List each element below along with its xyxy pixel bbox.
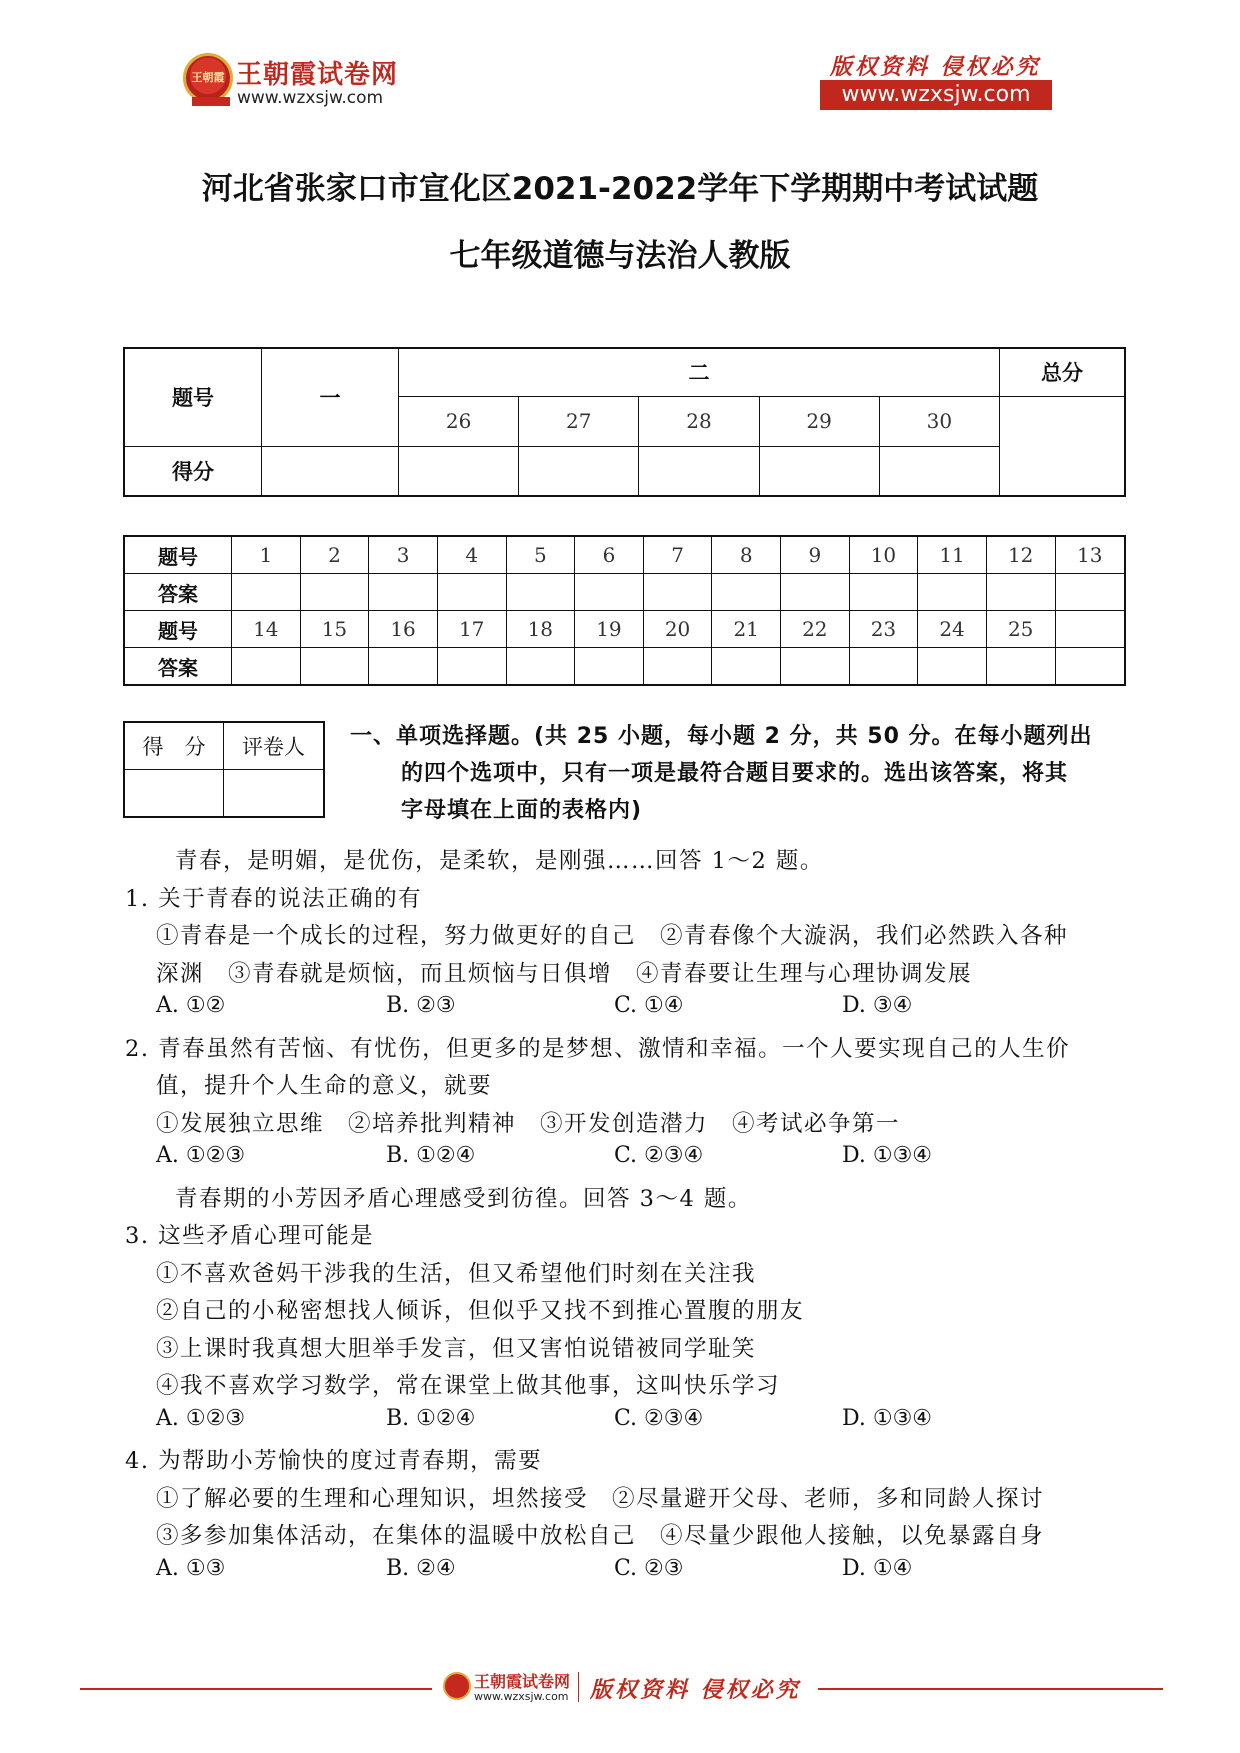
answer-table-answer-label: 答案 <box>124 648 232 686</box>
answer-cell[interactable] <box>849 648 918 686</box>
logo-ribbon <box>192 97 230 106</box>
exam-subtitle: 七年级道德与法治人教版 <box>449 238 791 274</box>
footer-divider <box>818 1688 1163 1690</box>
score-cell[interactable] <box>519 446 639 496</box>
section-line: 字母填在上面的表格内) <box>401 798 643 823</box>
q2-option-b[interactable]: B. ①②④ <box>386 1143 476 1168</box>
answer-cell[interactable] <box>232 574 301 611</box>
material-text: 青春，是明媚，是优伤，是柔软，是刚强……回答 1～2 题。 <box>175 848 824 874</box>
answer-table-number: 22 <box>781 611 850 648</box>
answer-table-number: 20 <box>643 611 712 648</box>
question-2-stem: 2. 青春虽然有苦恼、有忧伤，但更多的是梦想、激情和幸福。一个人要实现自己的人生价 <box>125 1036 1071 1062</box>
site-name: 王朝霞试卷网 <box>236 60 399 90</box>
answer-cell[interactable] <box>643 648 712 686</box>
answer-table-number: 25 <box>986 611 1055 648</box>
answer-table-number: 8 <box>712 536 781 574</box>
site-url: www.wzxsjw.com <box>237 88 384 108</box>
q4-option-a[interactable]: A. ①③ <box>156 1556 226 1581</box>
answer-cell[interactable] <box>232 648 301 686</box>
grader-name-label: 评卷人 <box>224 722 325 769</box>
answer-table-number: 24 <box>918 611 987 648</box>
exam-title: 河北省张家口市宣化区2021-2022学年下学期期中考试试题 <box>201 171 1039 207</box>
answer-table <box>123 535 1126 686</box>
answer-table-number: 2 <box>300 536 369 574</box>
q3-option-c[interactable]: C. ②③④ <box>614 1406 704 1431</box>
footer-divider <box>80 1688 432 1690</box>
score-cell[interactable] <box>879 446 999 496</box>
copyright-url-banner: www.wzxsjw.com <box>820 80 1052 110</box>
question-3-line: ①不喜欢爸妈干涉我的生活，但又希望他们时刻在关注我 <box>156 1261 757 1287</box>
score-cell[interactable] <box>759 446 879 496</box>
answer-cell[interactable] <box>369 574 438 611</box>
question-3-stem: 3. 这些矛盾心理可能是 <box>125 1223 375 1249</box>
answer-cell[interactable] <box>918 648 987 686</box>
answer-cell[interactable] <box>643 574 712 611</box>
answer-cell[interactable] <box>918 574 987 611</box>
question-1-line: 深渊 ③青春就是烦恼，而且烦恼与日俱增 ④青春要让生理与心理协调发展 <box>156 961 973 987</box>
answer-table-number: 14 <box>232 611 301 648</box>
q4-option-c[interactable]: C. ②③ <box>614 1556 684 1581</box>
grader-table <box>123 721 325 818</box>
copyright-notice: 版权资料 侵权必究 <box>830 54 1041 80</box>
answer-cell[interactable] <box>506 574 575 611</box>
q4-option-b[interactable]: B. ②④ <box>386 1556 456 1581</box>
q3-option-b[interactable]: B. ①②④ <box>386 1406 476 1431</box>
footer-logo-icon <box>443 1672 471 1700</box>
question-2-line: ①发展独立思维 ②培养批判精神 ③开发创造潜力 ④考试必争第一 <box>156 1111 901 1137</box>
answer-table-number: 11 <box>918 536 987 574</box>
answer-table-number: 1 <box>232 536 301 574</box>
answer-cell[interactable] <box>712 648 781 686</box>
footer-copyright: 版权资料 侵权必究 <box>590 1677 801 1703</box>
answer-table-number: 15 <box>300 611 369 648</box>
answer-cell[interactable] <box>1055 574 1125 611</box>
logo-badge-icon: 王朝霞 <box>183 53 233 103</box>
answer-cell[interactable] <box>986 574 1055 611</box>
answer-cell[interactable] <box>712 574 781 611</box>
q3-option-d[interactable]: D. ①③④ <box>842 1406 933 1431</box>
answer-cell[interactable] <box>849 574 918 611</box>
answer-table-number: 7 <box>643 536 712 574</box>
answer-cell[interactable] <box>575 574 644 611</box>
answer-table-number: 9 <box>781 536 850 574</box>
answer-cell[interactable] <box>781 574 850 611</box>
score-table <box>123 347 1126 497</box>
answer-table-number: 12 <box>986 536 1055 574</box>
answer-table-number: 18 <box>506 611 575 648</box>
answer-table-number-label: 题号 <box>124 611 232 648</box>
score-table-item: 26 <box>399 396 519 446</box>
answer-cell[interactable] <box>300 648 369 686</box>
footer-site-url: www.wzxsjw.com <box>474 1690 569 1703</box>
q1-option-c[interactable]: C. ①④ <box>614 993 684 1018</box>
grader-score-label: 得 分 <box>124 722 224 769</box>
section-line: 的四个选项中，只有一项是最符合题目要求的。选出该答案，将其 <box>401 761 1069 786</box>
answer-table-number <box>1055 611 1125 648</box>
section-instructions <box>350 718 1130 829</box>
answer-table-answer-label: 答案 <box>124 574 232 611</box>
question-1-stem: 1. 关于青春的说法正确的有 <box>125 886 423 912</box>
score-table-item: 27 <box>519 396 639 446</box>
answer-table-number: 3 <box>369 536 438 574</box>
score-table-part1: 一 <box>262 348 399 446</box>
footer-separator <box>578 1672 579 1702</box>
score-table-item: 29 <box>759 396 879 446</box>
score-table-number-label: 题号 <box>124 348 262 446</box>
score-table-part2: 二 <box>399 348 1000 396</box>
question-3-line: ④我不喜欢学习数学，常在课堂上做其他事，这叫快乐学习 <box>156 1373 781 1399</box>
answer-table-number: 21 <box>712 611 781 648</box>
q1-option-a[interactable]: A. ①② <box>156 993 226 1018</box>
q1-option-b[interactable]: B. ②③ <box>386 993 456 1018</box>
score-cell[interactable] <box>262 446 399 496</box>
answer-cell[interactable] <box>781 648 850 686</box>
q4-option-d[interactable]: D. ①④ <box>842 1556 913 1581</box>
answer-table-number: 10 <box>849 536 918 574</box>
grader-score-cell[interactable] <box>124 769 224 817</box>
score-cell[interactable] <box>639 446 759 496</box>
answer-cell[interactable] <box>1055 648 1125 686</box>
score-cell[interactable] <box>399 446 519 496</box>
answer-cell[interactable] <box>437 574 506 611</box>
score-table-total: 总分 <box>1000 348 1126 396</box>
grader-name-cell[interactable] <box>224 769 325 817</box>
question-3-line: ②自己的小秘密想找人倾诉，但似乎又找不到推心置腹的朋友 <box>156 1298 805 1324</box>
section-line: 一、单项选择题。(共 25 小题，每小题 2 分，共 50 分。在每小题列出 <box>350 724 1093 749</box>
material-text: 青春期的小芳因矛盾心理感受到彷徨。回答 3～4 题。 <box>175 1186 752 1212</box>
answer-cell[interactable] <box>437 648 506 686</box>
q3-option-a[interactable]: A. ①②③ <box>156 1406 246 1431</box>
question-4-stem: 4. 为帮助小芳愉快的度过青春期，需要 <box>125 1448 543 1474</box>
q2-option-d[interactable]: D. ①③④ <box>842 1143 933 1168</box>
answer-table-number: 6 <box>575 536 644 574</box>
answer-table-number: 4 <box>437 536 506 574</box>
footer-site-name: 王朝霞试卷网 <box>474 1672 571 1691</box>
question-1-line: ①青春是一个成长的过程，努力做更好的自己 ②青春像个大漩涡，我们必然跌入各种 <box>156 923 1069 949</box>
answer-table-number: 23 <box>849 611 918 648</box>
score-table-item: 30 <box>879 396 999 446</box>
q1-option-d[interactable]: D. ③④ <box>842 993 913 1018</box>
answer-cell[interactable] <box>300 574 369 611</box>
question-3-line: ③上课时我真想大胆举手发言，但又害怕说错被同学耻笑 <box>156 1336 757 1362</box>
answer-table-number: 5 <box>506 536 575 574</box>
question-2-stem: 值，提升个人生命的意义，就要 <box>156 1073 493 1099</box>
answer-table-number: 16 <box>369 611 438 648</box>
answer-table-number: 17 <box>437 611 506 648</box>
score-table-score-label: 得分 <box>124 446 262 496</box>
score-cell-total[interactable] <box>1000 396 1126 496</box>
question-4-line: ③多参加集体活动，在集体的温暖中放松自己 ④尽量少跟他人接触，以免暴露自身 <box>156 1523 1045 1549</box>
answer-table-number: 13 <box>1055 536 1125 574</box>
answer-table-number-label: 题号 <box>124 536 232 574</box>
answer-cell[interactable] <box>369 648 438 686</box>
q2-option-c[interactable]: C. ②③④ <box>614 1143 704 1168</box>
score-table-item: 28 <box>639 396 759 446</box>
answer-cell[interactable] <box>575 648 644 686</box>
q2-option-a[interactable]: A. ①②③ <box>156 1143 246 1168</box>
question-4-line: ①了解必要的生理和心理知识，坦然接受 ②尽量避开父母、老师，多和同龄人探讨 <box>156 1486 1045 1512</box>
answer-cell[interactable] <box>506 648 575 686</box>
answer-table-number: 19 <box>575 611 644 648</box>
answer-cell[interactable] <box>986 648 1055 686</box>
